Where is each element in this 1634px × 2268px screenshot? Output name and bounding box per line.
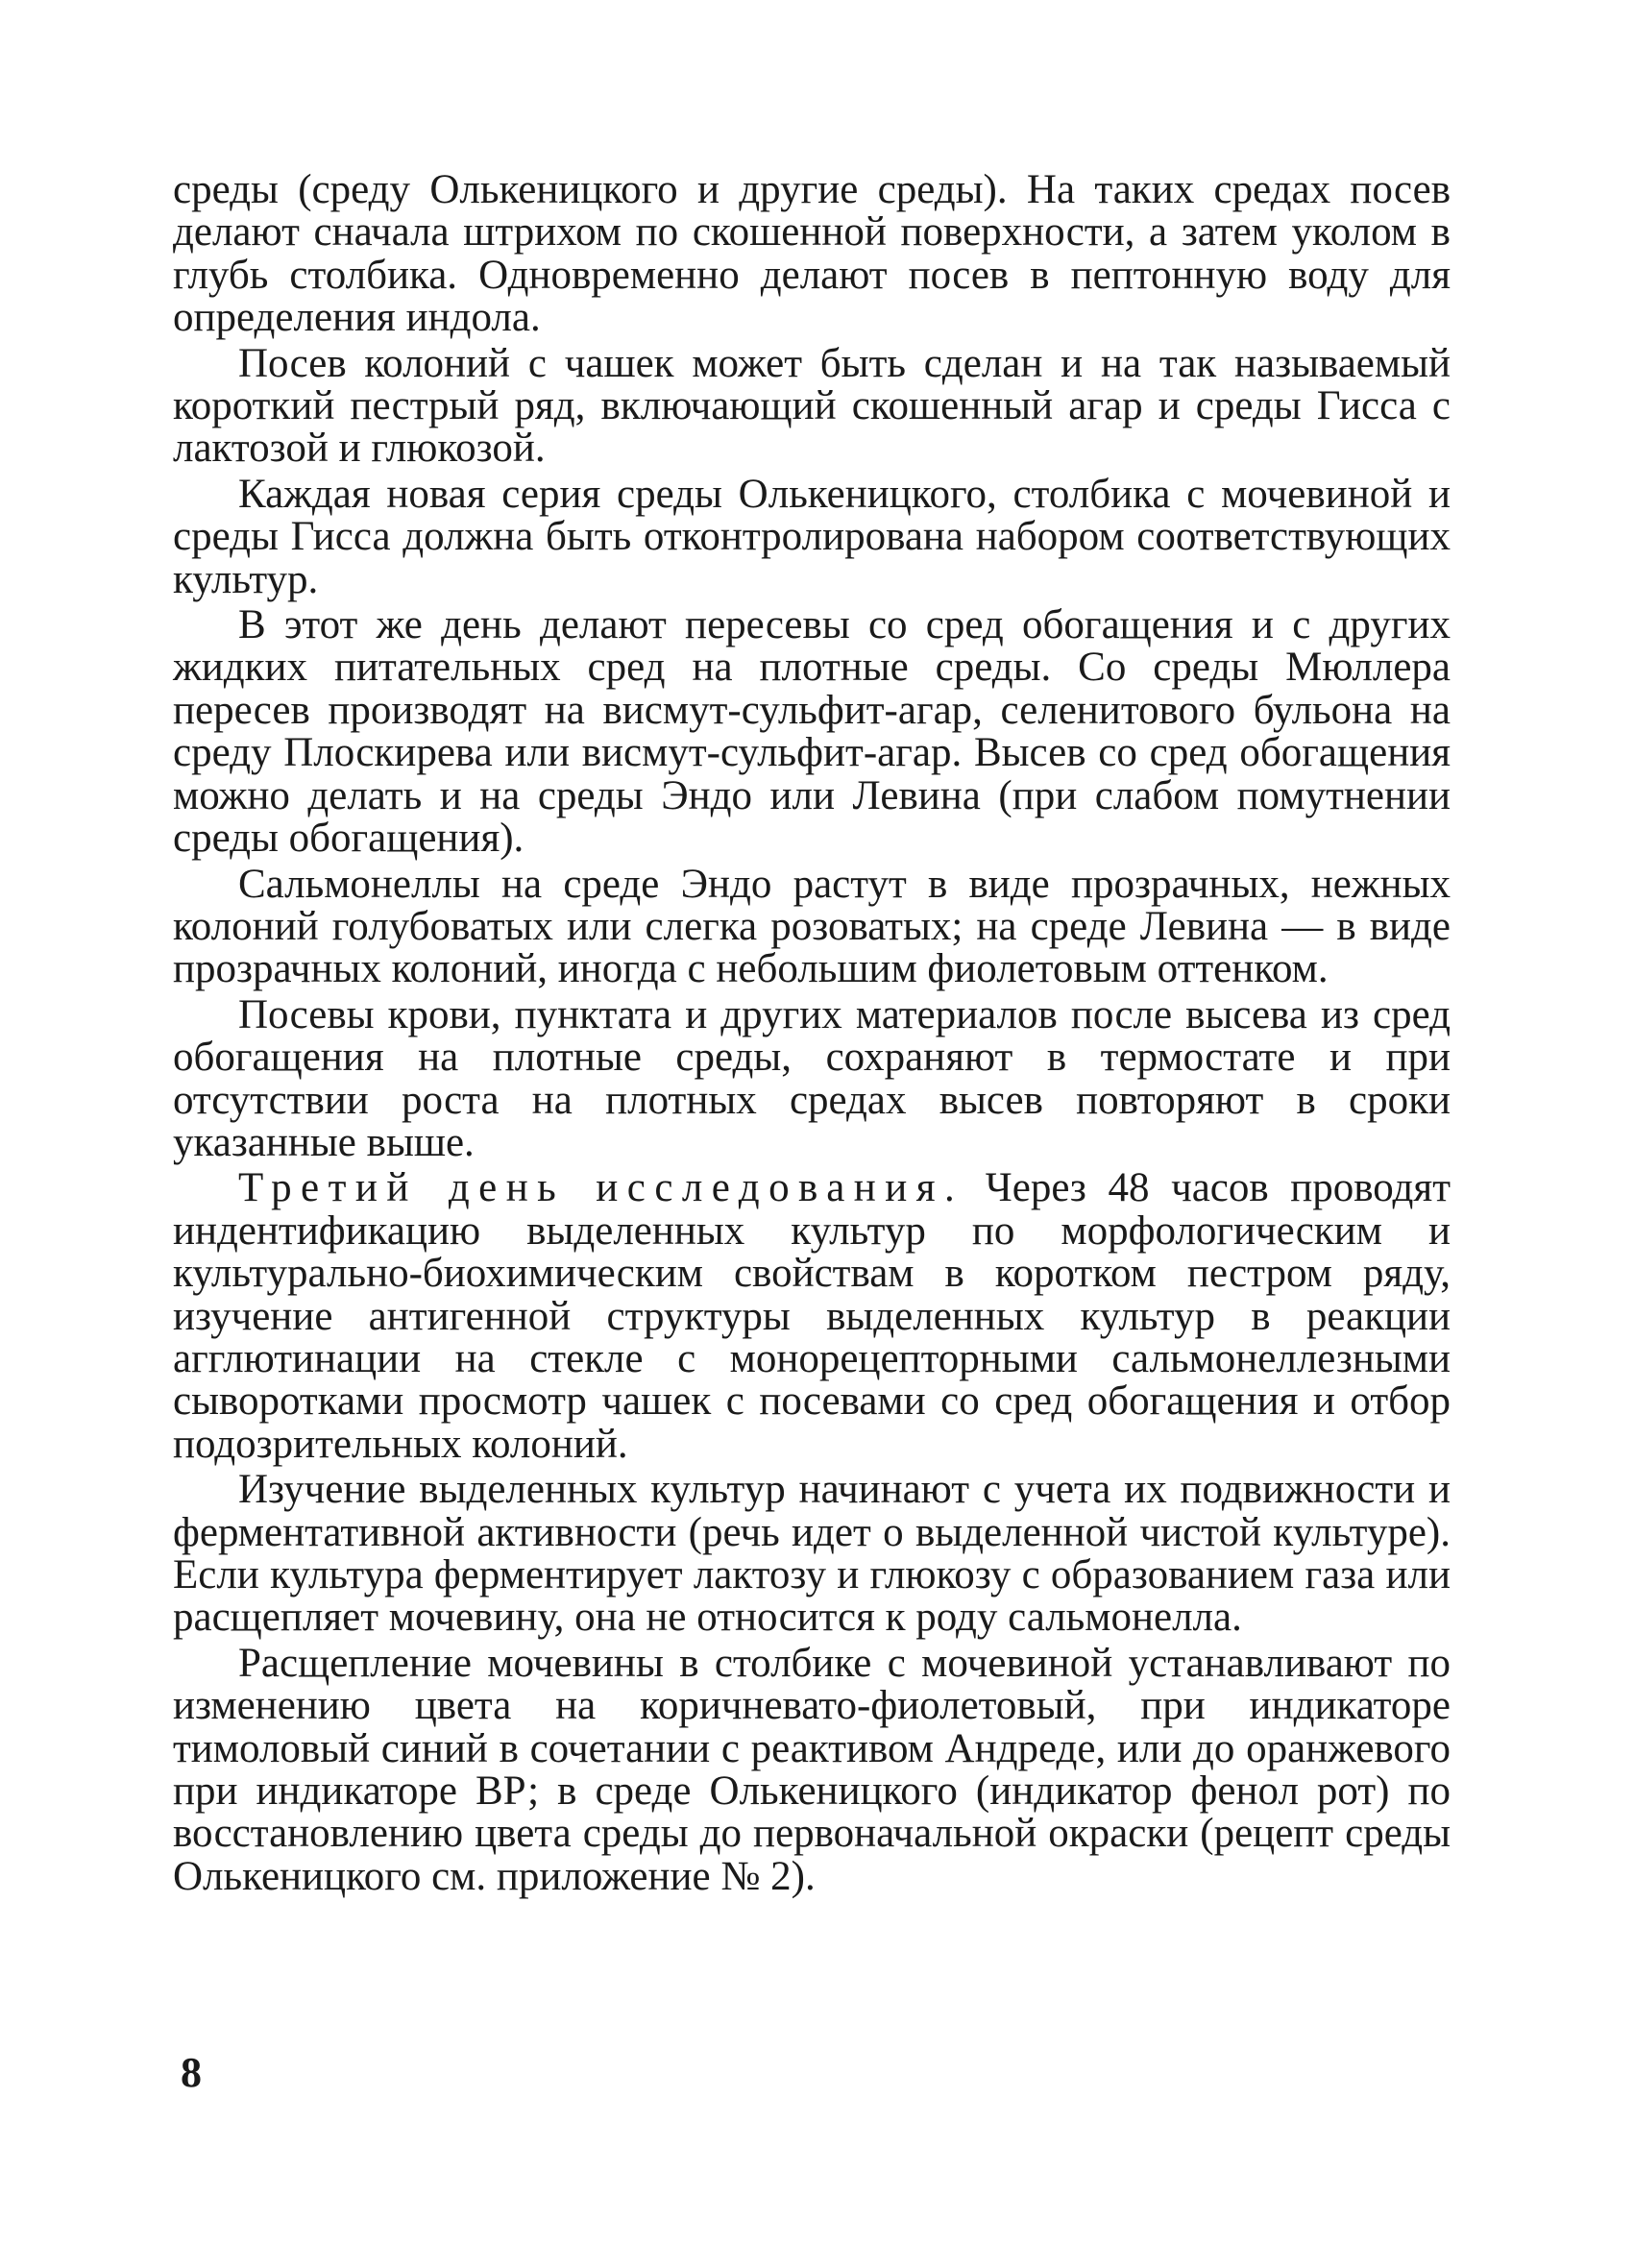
paragraph-7-text: Через 48 часов проводят индентификацию выделенных культур по морфологическим и культурально-биохимическим свойствам в коротком пестром ряду, изучение антигенной структуры выделенных культур в реакции агглютинации на стекле с монорецепторными сальмонеллезными сыворотками просмотр чашек с посевами со сред обогащения и отбор подозрительных колоний. — [173, 1165, 1451, 1467]
paragraph-4: В этот же день делают пересевы со сред обогащения и с других жидких питательных сред на плотные среды. Со среды Мюллера пересев производят на висмут-сульфит-агар, селенитового бульона на среду Плоскирева или висмут-сульфит-агар. Высев со сред обогащения можно делать и на среды Эндо или Левина (при слабом помутнении среды обогащения). — [173, 602, 1451, 862]
paragraph-6: Посевы крови, пунктата и других материалов после высева из сред обогащения на плотные среды, сохраняют в термостате и при отсутствии роста на плотных средах высев повторяют в сроки указанные выше. — [173, 991, 1451, 1165]
page-body — [173, 169, 1451, 1898]
section-heading: Третий день исследования. — [238, 1165, 964, 1211]
paragraph-2: Посев колоний с чашек может быть сделан и на так называемый короткий пестрый ряд, включающий скошенный агар и среды Гисса с лактозой и глюкозой. — [173, 340, 1451, 472]
page-number: 8 — [181, 2049, 202, 2096]
paragraph-1: среды (среду Олькеницкого и другие среды). На таких средах посев делают сначала штрихом по скошенной поверхности, а затем уколом в глубь столбика. Одновременно делают посев в пептонную воду для определения индола. — [173, 167, 1451, 341]
paragraph-5: Сальмонеллы на среде Эндо растут в виде прозрачных, нежных колоний голубоватых или слегка розоватых; на среде Левина — в виде прозрачных колоний, иногда с небольшим фиолетовым оттенком. — [173, 861, 1451, 992]
paragraph-3: Каждая новая серия среды Олькеницкого, столбика с мочевиной и среды Гисса должна быть отконтролирована набором соответствующих культур. — [173, 471, 1451, 602]
paragraph-8: Изучение выделенных культур начинают с учета их подвижности и ферментативной активности (речь идет о выделенной чистой культуре). Если культура ферментирует лактозу и глюкозу с образованием газа или расщепляет мочевину, она не относится к роду сальмонелла. — [173, 1467, 1451, 1641]
paragraph-9: Расщепление мочевины в столбике с мочевиной устанавливают по изменению цвета на коричневато-фиолетовый, при индикаторе тимоловый синий в сочетании с реактивом Андреде, или до оранжевого при индикаторе ВР; в среде Олькеницкого (индикатор фенол рот) по восстановлению цвета среды до первоначальной окраски (рецепт среды Олькеницкого см. приложение № 2). — [173, 1640, 1451, 1899]
paragraph-7 — [173, 1167, 1451, 1466]
